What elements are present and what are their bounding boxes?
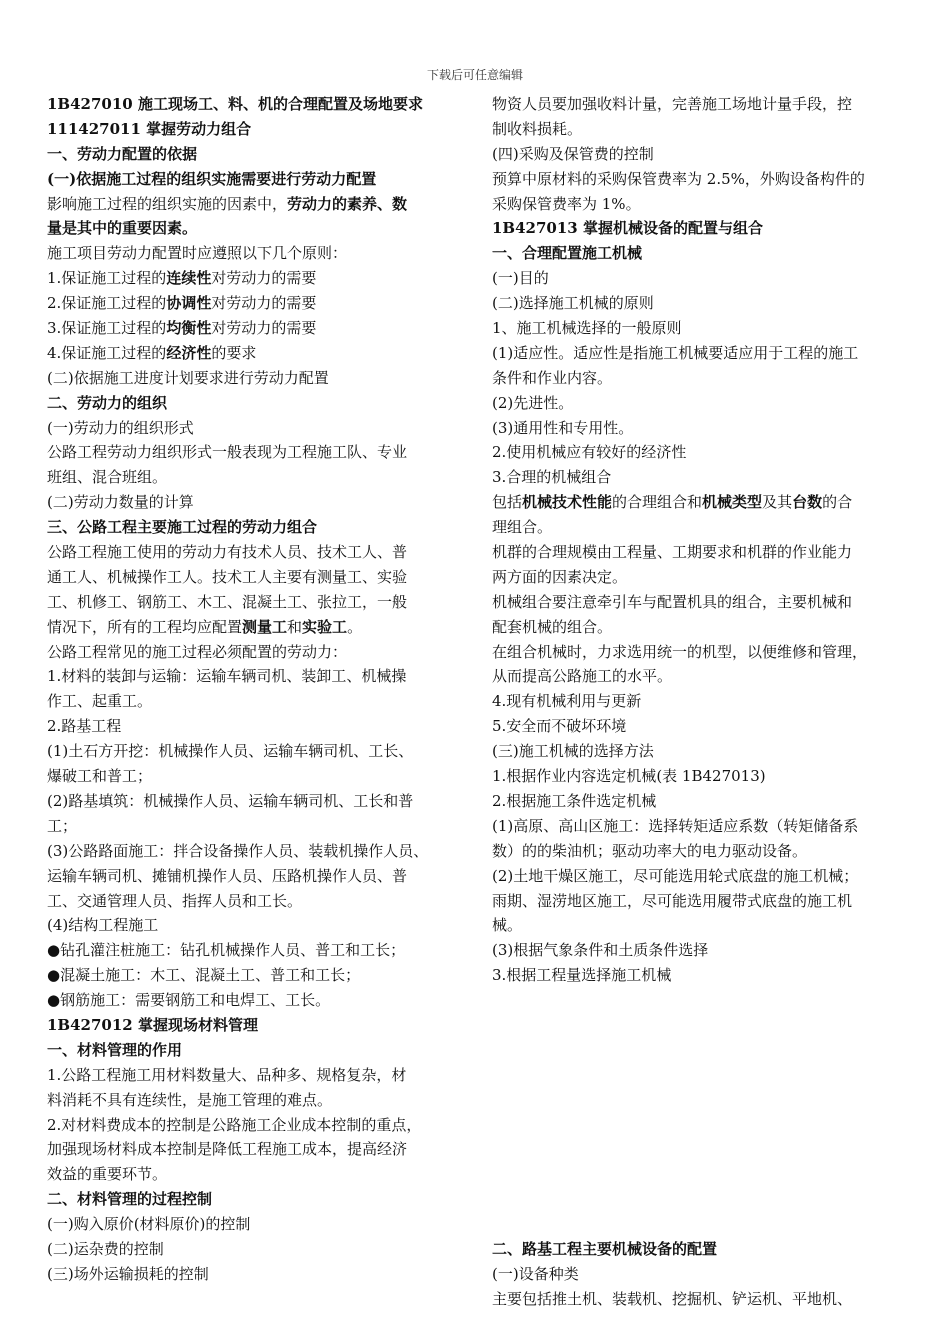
- bold-text: 三、公路工程主要施工过程的劳动力组合: [47, 518, 318, 537]
- text-run: 2.根据施工条件选定机械: [492, 791, 657, 810]
- left-text-line: [47, 391, 467, 416]
- bold-text: 1B427013 掌握机械设备的配置与组合: [492, 219, 763, 238]
- right-text-line: [492, 391, 912, 416]
- right-text-line: [492, 1137, 912, 1162]
- text-run: 采购保管费率为 1%。: [492, 194, 641, 213]
- text-run: ●钢筋施工：需要钢筋工和电焊工、工长。: [47, 991, 331, 1010]
- text-run: 对劳动力的需要: [211, 269, 317, 288]
- left-text-line: [47, 440, 467, 465]
- right-text-line: [492, 1038, 912, 1063]
- left-text-line: [47, 565, 467, 590]
- right-text-line: [492, 167, 912, 192]
- bold-text: 劳动力的素养、数: [287, 194, 408, 213]
- text-run: (二)运杂费的控制: [47, 1239, 164, 1258]
- text-run: (2)先进性。: [492, 393, 574, 412]
- text-run: 数）的的柴油机；驱动功率大的电力驱动设备。: [492, 841, 808, 860]
- left-text-line: [47, 192, 467, 217]
- text-run: 1.材料的装卸与运输：运输车辆司机、装卸工、机械操: [47, 667, 407, 686]
- text-run: 。: [347, 617, 363, 636]
- left-text-line: [47, 764, 467, 789]
- bold-text: 二、材料管理的过程控制: [47, 1190, 213, 1209]
- right-column: [492, 92, 912, 1312]
- right-text-line: [492, 366, 912, 391]
- right-text-line: [492, 864, 912, 889]
- text-run: 公路工程劳动力组织形式一般表现为工程施工队、专业: [47, 443, 408, 462]
- right-text-line: [492, 1063, 912, 1088]
- right-text-line: [492, 540, 912, 565]
- text-run: (三)场外运输损耗的控制: [47, 1264, 209, 1283]
- bold-text: 111427011 掌握劳动力组合: [47, 119, 252, 138]
- text-run: 两方面的因素决定。: [492, 567, 628, 586]
- left-text-line: [47, 1088, 467, 1113]
- left-text-line: [47, 1262, 467, 1287]
- right-text-line: [492, 1212, 912, 1237]
- text-run: (一)购入原价(材料原价)的控制: [47, 1215, 251, 1234]
- text-run: (1)土石方开挖：机械操作人员、运输车辆司机、工长、: [47, 742, 414, 761]
- bold-text: 实验工: [302, 617, 348, 636]
- left-text-line: [47, 515, 467, 540]
- text-run: 雨期、湿涝地区施工，尽可能选用履带式底盘的施工机: [492, 891, 853, 910]
- text-run: 影响施工过程的组织实施的因素中，: [47, 194, 288, 213]
- bold-text: 二、劳动力的组织: [47, 393, 168, 412]
- right-text-line: [492, 689, 912, 714]
- text-run: 机群的合理规模由工程量、工期要求和机群的作业能力: [492, 543, 853, 562]
- left-text-line: [47, 216, 467, 241]
- text-run: 从而提高公路施工的水平。: [492, 667, 673, 686]
- bold-text: 测量工: [242, 617, 288, 636]
- text-run: (3)根据气象条件和土质条件选择: [492, 941, 709, 960]
- right-text-line: [492, 764, 912, 789]
- text-run: (一)目的: [492, 269, 549, 288]
- right-text-line: [492, 938, 912, 963]
- left-text-line: [47, 963, 467, 988]
- text-run: (1)适应性。适应性是指施工机械要适应用于工程的施工: [492, 343, 859, 362]
- text-run: 1.公路工程施工用材料数量大、品种多、规格复杂，材: [47, 1065, 407, 1084]
- left-text-line: [47, 789, 467, 814]
- text-run: 公路工程常见的施工过程必须配置的劳动力：: [47, 642, 348, 661]
- text-run: 械。: [492, 916, 523, 935]
- right-text-line: [492, 291, 912, 316]
- right-text-line: [492, 1237, 912, 1262]
- right-text-line: [492, 839, 912, 864]
- right-text-line: [492, 117, 912, 142]
- text-run: (2)路基填筑：机械操作人员、运输车辆司机、工长和普: [47, 791, 414, 810]
- text-run: 效益的重要环节。: [47, 1165, 168, 1184]
- text-run: 理组合。: [492, 518, 553, 537]
- text-run: 3.保证施工过程的: [47, 319, 167, 338]
- left-text-line: [47, 117, 467, 142]
- text-run: (2)土地干燥区施工，尽可能选用轮式底盘的施工机械；: [492, 866, 859, 885]
- right-text-line: [492, 490, 912, 515]
- bold-text: 一、劳动力配置的依据: [47, 144, 198, 163]
- text-run: 对劳动力的需要: [211, 319, 317, 338]
- text-run: 施工项目劳动力配置时应遵照以下几个原则：: [47, 244, 348, 263]
- left-text-line: [47, 1237, 467, 1262]
- bold-text: 量是其中的重要因素。: [47, 219, 198, 238]
- text-run: 4.保证施工过程的: [47, 343, 167, 362]
- right-text-line: [492, 814, 912, 839]
- right-text-line: [492, 515, 912, 540]
- text-run: 1、施工机械选择的一般原则: [492, 319, 682, 338]
- text-run: 4.现有机械利用与更新: [492, 692, 642, 711]
- right-text-line: [492, 416, 912, 441]
- text-run: 的合理组合和: [612, 493, 703, 512]
- left-text-line: [47, 1038, 467, 1063]
- left-text-line: [47, 689, 467, 714]
- right-text-line: [492, 440, 912, 465]
- text-run: (一)设备种类: [492, 1264, 579, 1283]
- text-run: 2.保证施工过程的: [47, 294, 167, 313]
- left-text-line: [47, 714, 467, 739]
- bold-text: 一、合理配置施工机械: [492, 244, 643, 263]
- left-text-line: [47, 241, 467, 266]
- right-text-line: [492, 913, 912, 938]
- left-text-line: [47, 1113, 467, 1138]
- right-text-line: [492, 640, 912, 665]
- text-run: 工；: [47, 816, 78, 835]
- left-text-line: [47, 465, 467, 490]
- text-run: (三)施工机械的选择方法: [492, 742, 654, 761]
- text-run: 2.路基工程: [47, 717, 122, 736]
- right-text-line: [492, 266, 912, 291]
- text-run: 1.保证施工过程的: [47, 269, 167, 288]
- bold-text: 均衡性: [166, 319, 212, 338]
- right-text-line: [492, 92, 912, 117]
- bold-text: 1B427010 施工现场工、料、机的合理配置及场地要求: [47, 95, 423, 113]
- bold-text: 二、路基工程主要机械设备的配置: [492, 1239, 718, 1258]
- text-run: 3.合理的机械组合: [492, 468, 612, 487]
- right-text-line: [492, 1162, 912, 1187]
- left-text-line: [47, 864, 467, 889]
- right-text-line: [492, 1088, 912, 1113]
- text-run: (四)采购及保管费的控制: [492, 144, 654, 163]
- text-run: 工、交通管理人员、指挥人员和工长。: [47, 891, 303, 910]
- bold-text: 经济性: [166, 343, 212, 362]
- left-text-line: [47, 366, 467, 391]
- bold-text: 一、材料管理的作用: [47, 1040, 183, 1059]
- right-text-line: [492, 615, 912, 640]
- left-text-line: [47, 540, 467, 565]
- right-text-line: [492, 664, 912, 689]
- text-run: 运输车辆司机、摊铺机操作人员、压路机操作人员、普: [47, 866, 408, 885]
- text-run: (一)劳动力的组织形式: [47, 418, 194, 437]
- text-run: 预算中原材料的采购保管费率为 2.5%，外购设备构件的: [492, 169, 865, 188]
- bold-text: (一)依据施工过程的组织实施需要进行劳动力配置: [47, 169, 377, 188]
- left-text-line: [47, 889, 467, 914]
- right-text-line: [492, 241, 912, 266]
- text-run: 的要求: [211, 343, 257, 362]
- left-text-line: [47, 640, 467, 665]
- bold-text: 机械类型: [702, 493, 763, 512]
- text-run: 制收料损耗。: [492, 119, 583, 138]
- text-run: 2.使用机械应有较好的经济性: [492, 443, 687, 462]
- right-text-line: [492, 739, 912, 764]
- text-run: 对劳动力的需要: [211, 294, 317, 313]
- left-text-line: [47, 291, 467, 316]
- bold-text: 连续性: [166, 269, 212, 288]
- right-text-line: [492, 714, 912, 739]
- text-run: 配套机械的组合。: [492, 617, 613, 636]
- text-run: (3)公路路面施工：拌合设备操作人员、装载机操作人员、: [47, 841, 429, 860]
- text-run: 1.根据作业内容选定机械(表 1B427013): [492, 767, 766, 786]
- text-run: 条件和作业内容。: [492, 368, 613, 387]
- left-text-line: [47, 416, 467, 441]
- text-run: 情况下，所有的工程均应配置: [47, 617, 243, 636]
- right-text-line: [492, 590, 912, 615]
- right-text-line: [492, 142, 912, 167]
- text-run: 机械组合要注意牵引车与配置机具的组合，主要机械和: [492, 592, 853, 611]
- bold-text: 机械技术性能: [522, 493, 613, 512]
- text-run: (二)依据施工进度计划要求进行劳动力配置: [47, 368, 329, 387]
- text-run: 公路工程施工使用的劳动力有技术人员、技术工人、普: [47, 543, 408, 562]
- text-run: 和: [287, 617, 303, 636]
- text-run: 在组合机械时，力求选用统一的机型，以便维修和管理，: [492, 642, 868, 661]
- right-text-line: [492, 465, 912, 490]
- left-text-line: [47, 590, 467, 615]
- text-run: 通工人、机械操作工人。技术工人主要有测量工、实验: [47, 567, 408, 586]
- text-run: ●混凝土施工：木工、混凝土工、普工和工长；: [47, 966, 361, 985]
- left-text-line: [47, 490, 467, 515]
- text-run: 主要包括推土机、装载机、挖掘机、铲运机、平地机、: [492, 1289, 853, 1308]
- right-text-line: [492, 963, 912, 988]
- left-text-line: [47, 1063, 467, 1088]
- right-text-line: [492, 1013, 912, 1038]
- text-run: 2.对材料费成本的控制是公路施工企业成本控制的重点，: [47, 1115, 422, 1134]
- right-text-line: [492, 316, 912, 341]
- left-text-line: [47, 142, 467, 167]
- left-text-line: [47, 938, 467, 963]
- left-text-line: [47, 1137, 467, 1162]
- text-run: ●钻孔灌注桩施工：钻孔机械操作人员、普工和工长；: [47, 941, 406, 960]
- right-text-line: [492, 341, 912, 366]
- text-run: 包括: [492, 493, 523, 512]
- right-text-line: [492, 789, 912, 814]
- text-run: (4)结构工程施工: [47, 916, 159, 935]
- text-run: (3)通用性和专用性。: [492, 418, 634, 437]
- right-text-line: [492, 216, 912, 241]
- text-run: 5.安全而不破坏环境: [492, 717, 627, 736]
- left-text-line: [47, 615, 467, 640]
- page-header-note: 下载后可任意编辑: [426, 68, 523, 82]
- right-text-line: [492, 988, 912, 1013]
- text-run: (1)高原、高山区施工：选择转矩适应系数（转矩储备系: [492, 816, 859, 835]
- right-text-line: [492, 192, 912, 217]
- bold-text: 1B427012 掌握现场材料管理: [47, 1015, 258, 1034]
- left-text-line: [47, 1162, 467, 1187]
- text-run: 3.根据工程量选择施工机械: [492, 966, 672, 985]
- right-text-line: [492, 1113, 912, 1138]
- text-run: 物资人员要加强收料计量，完善施工场地计量手段，控: [492, 95, 853, 113]
- left-text-line: [47, 839, 467, 864]
- left-text-line: [47, 92, 467, 117]
- bold-text: 台数: [792, 493, 823, 512]
- left-text-line: [47, 1013, 467, 1038]
- text-run: (二)劳动力数量的计算: [47, 493, 194, 512]
- left-text-line: [47, 739, 467, 764]
- left-column: [47, 92, 467, 1287]
- text-run: 工、机修工、钢筋工、木工、混凝土工、张拉工，一般: [47, 592, 408, 611]
- left-text-line: [47, 341, 467, 366]
- left-text-line: [47, 664, 467, 689]
- text-run: 加强现场材料成本控制是降低工程施工成本，提高经济: [47, 1140, 408, 1159]
- left-text-line: [47, 316, 467, 341]
- left-text-line: [47, 1212, 467, 1237]
- right-text-line: [492, 1287, 912, 1312]
- left-text-line: [47, 913, 467, 938]
- text-run: (二)选择施工机械的原则: [492, 294, 654, 313]
- left-text-line: [47, 266, 467, 291]
- text-run: 班组、混合班组。: [47, 468, 168, 487]
- left-text-line: [47, 1187, 467, 1212]
- bold-text: 协调性: [166, 294, 212, 313]
- text-run: 料消耗不具有连续性，是施工管理的难点。: [47, 1090, 333, 1109]
- right-text-line: [492, 1187, 912, 1212]
- right-text-line: [492, 1262, 912, 1287]
- left-text-line: [47, 988, 467, 1013]
- text-run: 及其: [762, 493, 793, 512]
- left-text-line: [47, 167, 467, 192]
- text-run: 爆破工和普工；: [47, 767, 153, 786]
- left-text-line: [47, 814, 467, 839]
- text-run: 作工、起重工。: [47, 692, 153, 711]
- text-run: 的合: [822, 493, 853, 512]
- right-text-line: [492, 565, 912, 590]
- right-text-line: [492, 889, 912, 914]
